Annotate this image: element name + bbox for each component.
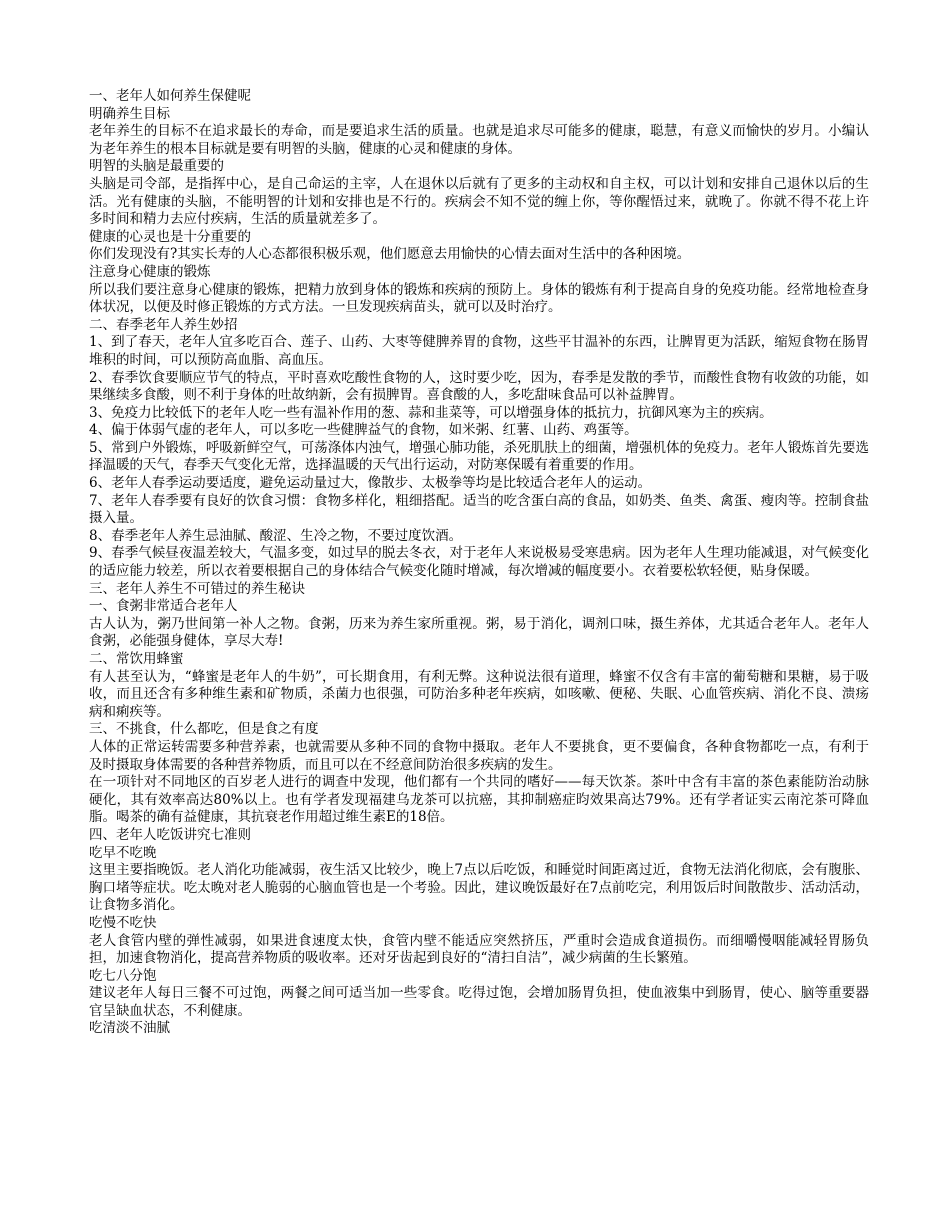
list-item: 4、偏于体弱气虚的老年人，可以多吃一些健脾益气的食物，如米粥、红薯、山药、鸡蛋等。 — [89, 422, 638, 439]
subheading: 吃早不吃晚 — [89, 844, 157, 861]
subheading: 健康的心灵也是十分重要的 — [89, 228, 251, 245]
body-paragraph: 头脑是司令部，是指挥中心，是自己命运的主宰，人在退休以后就有了更多的主动权和自主权，可以计划和安排自己退休以后的生活。光有健康的头脑，不能明智的计划和安排也是不行的。疾病会不知不觉的缠上你，等你醒悟过来，就晚了。你就不得不花上许多时间和精力去应付疾病，生活的质量就差多了。 — [89, 175, 869, 228]
subheading: 三、不挑食，什么都吃，但是食之有度 — [89, 721, 319, 738]
body-paragraph: 所以我们要注意身心健康的锻炼，把精力放到身体的锻炼和疾病的预防上。身体的锻炼有利于提高自身的免疫功能。经常地检查身体状况，以便及时修正锻炼的方式方法。一旦发现疾病苗头，就可以及时治疗。 — [89, 281, 869, 316]
body-paragraph: 这里主要指晚饭。老人消化功能减弱，夜生活又比较少，晚上7点以后吃饭，和睡觉时间距离过近，食物无法消化彻底，会有腹胀、胸口堵等症状。吃太晚对老人脆弱的心脑血管也是一个考验。因此，建议晚饭最好在7点前吃完，利用饭后时间散散步、活动活动，让食物多消化。 — [89, 862, 869, 914]
subheading: 明确养生目标 — [89, 105, 170, 122]
list-item: 1、到了春天，老年人宜多吃百合、莲子、山药、大枣等健脾养胃的食物，这些平甘温补的东西，让脾胃更为活跃，缩短食物在肠胃堆积的时间，可以预防高血脂、高血压。 — [89, 334, 869, 368]
list-item: 7、老年人春季要有良好的饮食习惯：食物多样化，粗细搭配。适当的吃含蛋白高的食品，如奶类、鱼类、禽蛋、瘦肉等。控制食盐摄入量。 — [89, 492, 869, 527]
document-body — [89, 88, 869, 1038]
body-paragraph: 老人食管内壁的弹性减弱，如果进食速度太快，食管内壁不能适应突然挤压，严重时会造成食道损伤。而细嚼慢咽能减轻胃肠负担，加速食物消化，提高营养物质的吸收率。还对牙齿起到良好的“清扫自洁”，减少病菌的生长繁殖。 — [89, 932, 869, 967]
subheading: 一、食粥非常适合老年人 — [89, 598, 238, 615]
list-item: 5、常到户外锻炼，呼吸新鲜空气，可荡涤体内浊气，增强心肺功能，杀死肌肤上的细菌，增强机体的免疫力。老年人锻炼首先要选择温暖的天气，春季天气变化无常，选择温暖的天气出行运动，对防寒保暖有着重要的作用。 — [89, 439, 869, 474]
list-item: 6、老年人春季运动要适度，避免运动量过大，像散步、太极拳等均是比较适合老年人的运动。 — [89, 475, 652, 492]
subheading: 吃七八分饱 — [89, 967, 157, 984]
list-item: 9、春季气候昼夜温差较大，气温多变，如过早的脱去冬衣，对于老年人来说极易受寒患病。因为老年人生理功能减退，对气候变化的适应能力较差，所以衣着要根据自己的身体结合气候变化随时增减，每次增减的幅度要小。衣着要松软轻便，贴身保暖。 — [89, 545, 869, 580]
subheading: 注意身心健康的锻炼 — [89, 263, 211, 280]
body-paragraph: 古人认为，粥乃世间第一补人之物。食粥，历来为养生家所重视。粥，易于消化，调剂口味，摄生养体，尤其适合老年人。老年人食粥，必能强身健体，享尽大寿! — [89, 615, 869, 650]
section-heading: 三、老年人养生不可错过的养生秘诀 — [89, 580, 305, 597]
body-paragraph: 老年养生的目标不在追求最长的寿命，而是要追求生活的质量。也就是追求尽可能多的健康，聪慧，有意义而愉快的岁月。小编认为老年养生的根本目标就是要有明智的头脑，健康的心灵和健康的身体。 — [89, 123, 869, 157]
list-item: 2、春季饮食要顺应节气的特点，平时喜欢吃酸性食物的人，这时要少吃，因为，春季是发散的季节，而酸性食物有收敛的功能，如果继续多食酸，则不利于身体的吐故纳新，会有损脾胃。喜食酸的人，多吃甜味食品可以补益脾胃。 — [89, 369, 869, 404]
body-paragraph: 你们发现没有?其实长寿的人心态都很积极乐观，他们愿意去用愉快的心情去面对生活中的各种困境。 — [89, 246, 691, 263]
section-heading: 二、春季老年人养生妙招 — [89, 316, 238, 333]
body-paragraph: 有人甚至认为，“蜂蜜是老年人的牛奶”，可长期食用，有利无弊。这种说法很有道理，蜂蜜不仅含有丰富的葡萄糖和果糖，易于吸收，而且还含有多种维生素和矿物质，杀菌力也很强，可防治多种老年疾病，如咳嗽、便秘、失眠、心血管疾病、消化不良、溃疡病和痢疾等。 — [89, 668, 869, 720]
list-item: 3、免疫力比较低下的老年人吃一些有温补作用的葱、蒜和韭菜等，可以增强身体的抵抗力，抗御风寒为主的疾病。 — [89, 404, 773, 421]
section-heading: 四、老年人吃饭讲究七准则 — [89, 826, 251, 843]
body-paragraph: 在一项针对不同地区的百岁老人进行的调查中发现，他们都有一个共同的嗜好——每天饮茶。茶叶中含有丰富的茶色素能防治动脉硬化，其有效率高达80%以上。也有学者发现福建乌龙茶可以抗癌，其抑制癌症昀效果高达79%。还有学者证实云南沱茶可降血脂。喝茶的确有益健康，其抗衰老作用超过维生素E的18倍。 — [89, 774, 869, 826]
body-paragraph: 建议老年人每日三餐不可过饱，两餐之间可适当加一些零食。吃得过饱，会增加肠胃负担，使血液集中到肠胃，使心、脑等重要器官呈缺血状态，不利健康。 — [89, 985, 869, 1019]
section-heading: 一、老年人如何养生保健呢 — [89, 88, 251, 104]
subheading: 明智的头脑是最重要的 — [89, 158, 224, 175]
list-item: 8、春季老年人养生忌油腻、酸涩、生冷之物，不要过度饮酒。 — [89, 527, 463, 544]
subheading: 吃清淡不油腻 — [89, 1020, 170, 1037]
subheading: 二、常饮用蜂蜜 — [89, 651, 184, 667]
subheading: 吃慢不吃快 — [89, 914, 157, 931]
body-paragraph: 人体的正常运转需要多种营养素，也就需要从多种不同的食物中摄取。老年人不要挑食，更不要偏食，各种食物都吃一点，有利于及时摄取身体需要的各种营养物质，而且可以在不经意间防治很多疾病的发生。 — [89, 738, 869, 773]
